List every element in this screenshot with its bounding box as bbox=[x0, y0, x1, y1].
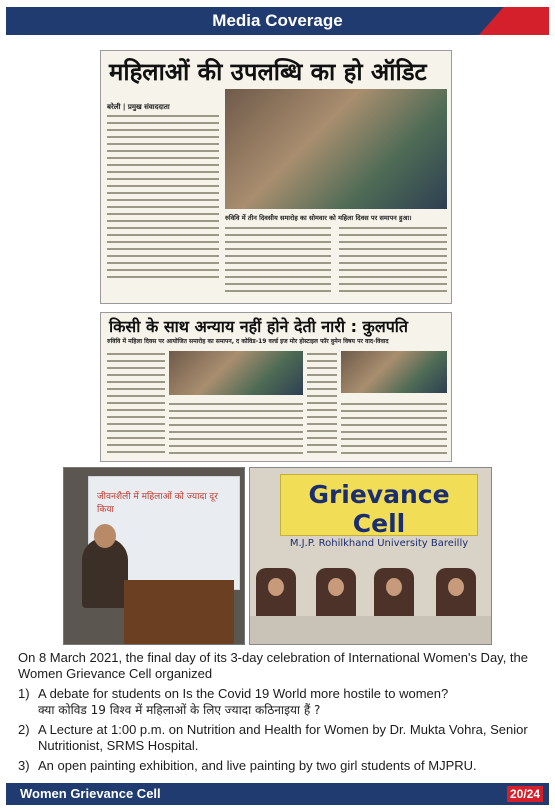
event-description bbox=[18, 650, 543, 778]
clipping-2-photo-2 bbox=[341, 351, 447, 393]
speaker-figure bbox=[82, 538, 128, 608]
grievance-cell-banner bbox=[280, 474, 478, 549]
clipping-2-headline: किसी के साथ अन्याय नहीं होने देती नारी : कुलपति bbox=[109, 317, 409, 336]
panelist-3-face bbox=[386, 578, 402, 596]
list-item bbox=[18, 686, 543, 718]
clipping-2-text-column bbox=[107, 353, 165, 458]
screen-text: जीवनशैली में महिलाओं को ज्यादा दूर किया bbox=[97, 492, 218, 515]
grievance-cell-panel-photo bbox=[249, 467, 492, 645]
clipping-2-photo-1 bbox=[169, 351, 303, 395]
list-item-translation: क्या कोविड 19 विश्व में महिलाओं के लिए ज्यादा कठिनाइया हैं ? bbox=[38, 703, 321, 717]
page-footer bbox=[6, 783, 549, 805]
clipping-1-byline: बरेली | प्रमुख संवाददाता bbox=[107, 103, 170, 111]
clipping-1-caption: रुविवि में तीन दिवसीय समारोह का सोमवार को महिला दिवस पर समापन हुआ। bbox=[225, 214, 412, 222]
panel-table bbox=[250, 616, 491, 644]
list-number: 1) bbox=[18, 686, 30, 701]
list-item-text: An open painting exhibition, and live painting by two girl students of MJPRU. bbox=[38, 758, 477, 773]
panelist-4-face bbox=[448, 578, 464, 596]
footer-title: Women Grievance Cell bbox=[20, 786, 161, 801]
newspaper-clipping-2 bbox=[100, 312, 452, 462]
clipping-1-text-column-3 bbox=[339, 227, 447, 297]
clipping-2-text-column-4 bbox=[341, 403, 447, 459]
lecture-photo bbox=[63, 467, 245, 645]
list-item-text: A Lecture at 1:00 p.m. on Nutrition and Health for Women by Dr. Mukta Vohra, Senior Nutritionist, SRMS Hospital. bbox=[38, 722, 528, 753]
speaker-head bbox=[94, 524, 116, 548]
list-item bbox=[18, 758, 543, 774]
list-number: 2) bbox=[18, 722, 30, 737]
clipping-1-headline: महिलाओं की उपलब्धि का हो ऑडिट bbox=[109, 58, 427, 86]
event-list bbox=[18, 686, 543, 774]
list-item-text: A debate for students on Is the Covid 19 World more hostile to women? bbox=[38, 686, 449, 701]
page-title: Media Coverage bbox=[212, 11, 343, 30]
podium bbox=[124, 580, 234, 644]
page-header bbox=[6, 7, 549, 35]
clipping-1-photo bbox=[225, 89, 447, 209]
clipping-2-text-column-2 bbox=[169, 403, 303, 459]
newspaper-clipping-1 bbox=[100, 50, 452, 304]
banner-subtitle: M.J.P. Rohilkhand University Bareilly bbox=[289, 538, 469, 549]
panelist-2-face bbox=[328, 578, 344, 596]
clipping-2-subheadline: रुविवि में महिला दिवस पर आयोजित समारोह का समापन, द कोविड-19 वर्ल्ड इज मोर होस्टाइल फॉर वुमेन विषय पर वाद-विवाद bbox=[107, 338, 389, 345]
intro-paragraph: On 8 March 2021, the final day of its 3-day celebration of International Women's Day, the Women Grievance Cell organized bbox=[18, 650, 529, 681]
panelist-1-face bbox=[268, 578, 284, 596]
list-item bbox=[18, 722, 543, 754]
clipping-1-text-column bbox=[107, 115, 219, 283]
list-number: 3) bbox=[18, 758, 30, 773]
clipping-1-text-column-2 bbox=[225, 227, 331, 297]
clipping-2-text-column-3 bbox=[307, 353, 337, 458]
page-number-badge: 20/24 bbox=[507, 786, 543, 802]
banner-title: Grievance Cell bbox=[308, 480, 450, 538]
